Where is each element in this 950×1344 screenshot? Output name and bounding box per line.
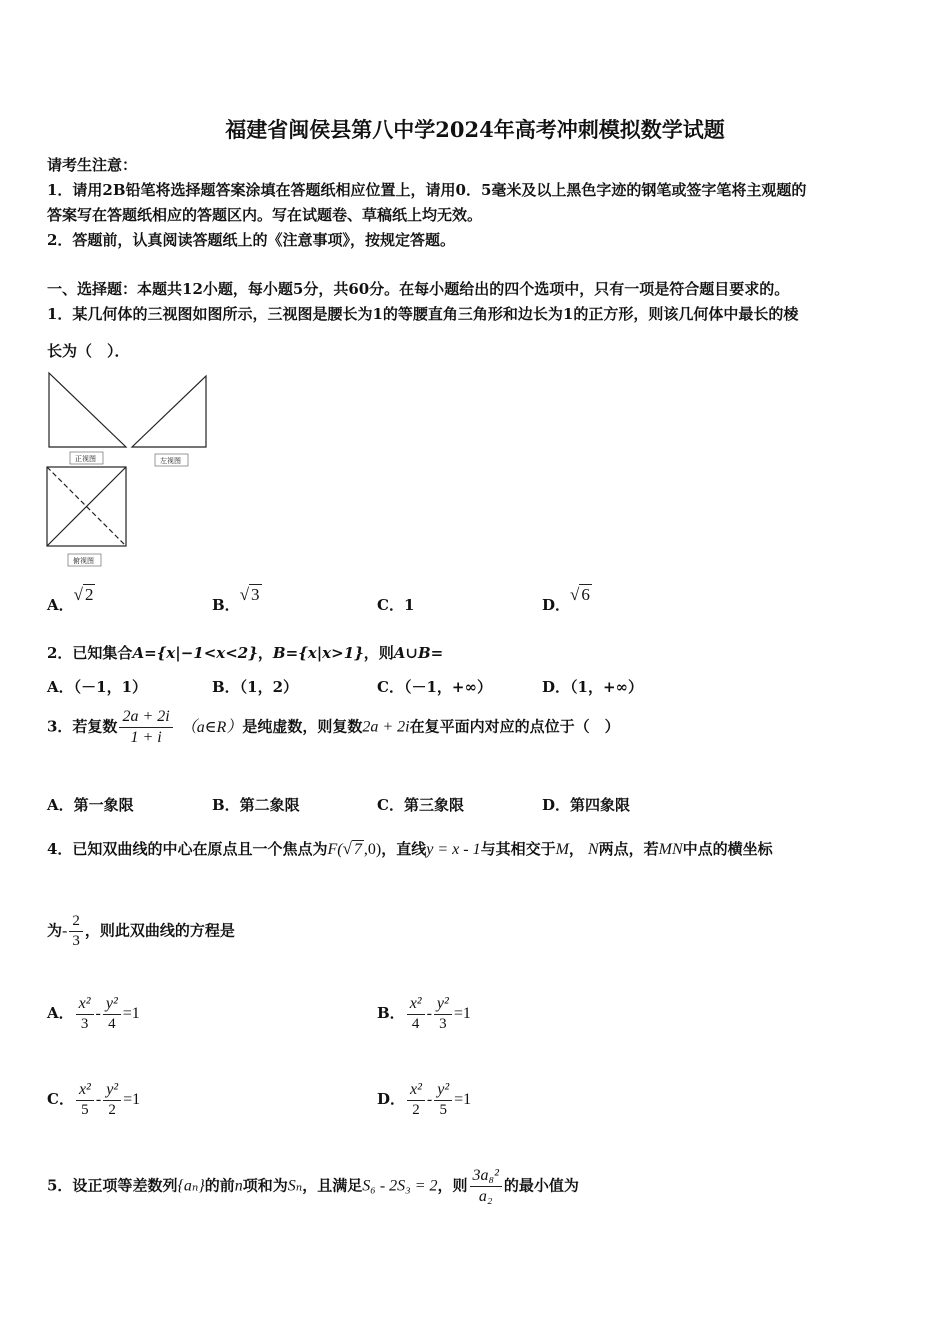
section-heading: 一、选择题：本题共12小题，每小题5分，共60分。在每小题给出的四个选项中，只有一项是符合题目要求的。: [47, 280, 790, 298]
q2-option-d[interactable]: D．（1，+∞）: [542, 678, 644, 696]
q4-option-b[interactable]: B． $\frac{\text{x²}}{4}$ - $\frac{\text{y²}}{3}$ =1: [377, 995, 471, 1032]
q5-stem: 5．设正项等差数列{aₙ}的前n项和为Sₙ，且满足S₆ - 2S₃ = 2，则 $\frac{\text{3a₈²}}{\text{a₂}}$ 的最小值为: [47, 1167, 579, 1205]
q1-option-b[interactable]: B．√ 3: [212, 585, 260, 614]
front-view-label: 正视图: [75, 455, 96, 463]
notice-line-1: 1．请用2B铅笔将选择题答案涂填在答题纸相应位置上，请用0．5毫米及以上黑色字迹的钢笔或签字笔将主观题的: [47, 181, 807, 199]
q2-stem: 2．已知集合A={x|−1<x<2}，B={x|x>1}，则A∪B=: [47, 644, 444, 662]
notice-heading: 请考生注意：: [47, 156, 138, 174]
q3-stem: 3．若复数 $\frac{2a + 2i}{1 + i}$ （a∈R）是纯虚数，则复数2a + 2i在复平面内对应的点位于（ ）: [47, 708, 620, 746]
q2-option-a[interactable]: A．（－1，1）: [47, 678, 148, 696]
q4-stem-line-1: 4．已知双曲线的中心在原点且一个焦点为F(√ 7 ,0)，直线y = x - 1与其相交于M， N两点，若MN中点的横坐标: [47, 839, 773, 858]
q2-option-b[interactable]: B．（1，2）: [212, 678, 299, 696]
top-view-label: 俯视图: [73, 557, 94, 565]
three-view-figure: [44, 368, 214, 573]
q1-stem-line-2: 长为（ ）．: [47, 342, 130, 360]
q3-option-b[interactable]: B．第二象限: [212, 796, 300, 814]
q1-stem-line-1: 1．某几何体的三视图如图所示，三视图是腰长为1的等腰直角三角形和边长为1的正方形，则该几何体中最长的棱: [47, 305, 799, 323]
q1-option-d[interactable]: D．√ 6: [542, 585, 590, 614]
q1-option-c[interactable]: C．1: [377, 596, 415, 614]
side-view-label: 左视图: [160, 457, 181, 465]
page-title: 福建省闽侯县第八中学2024年高考冲刺模拟数学试题: [225, 117, 725, 142]
q4-stem-line-2: 为- $\frac{2}{3}$ ，则此双曲线的方程是: [47, 913, 235, 949]
q3-option-d[interactable]: D．第四象限: [542, 796, 631, 814]
q3-option-c[interactable]: C．第三象限: [377, 796, 464, 814]
q4-option-c[interactable]: C． $\frac{\text{x²}}{5}$ - $\frac{\text{y²}}{2}$ =1: [47, 1081, 141, 1118]
top-view: [47, 467, 126, 546]
notice-line-3: 2．答题前，认真阅读答题纸上的《注意事项》，按规定答题。: [47, 231, 455, 249]
q4-option-d[interactable]: D． $\frac{\text{x²}}{2}$ - $\frac{\text{y²}}{5}$ =1: [377, 1081, 472, 1118]
q1-option-a[interactable]: A．√ 2: [47, 585, 94, 614]
q4-option-a[interactable]: A． $\frac{\text{x²}}{3}$ - $\frac{\text{y²}}{4}$ =1: [47, 995, 140, 1032]
q3-fraction: $\frac{2a + 2i}{1 + i}$: [119, 708, 172, 747]
notice-line-2: 答案写在答题纸相应的答题区内。写在试题卷、草稿纸上均无效。: [47, 206, 483, 224]
q3-option-a[interactable]: A．第一象限: [47, 796, 134, 814]
front-view: [49, 373, 126, 447]
side-view: [132, 376, 206, 447]
q2-option-c[interactable]: C．（－1，+∞）: [377, 678, 492, 696]
